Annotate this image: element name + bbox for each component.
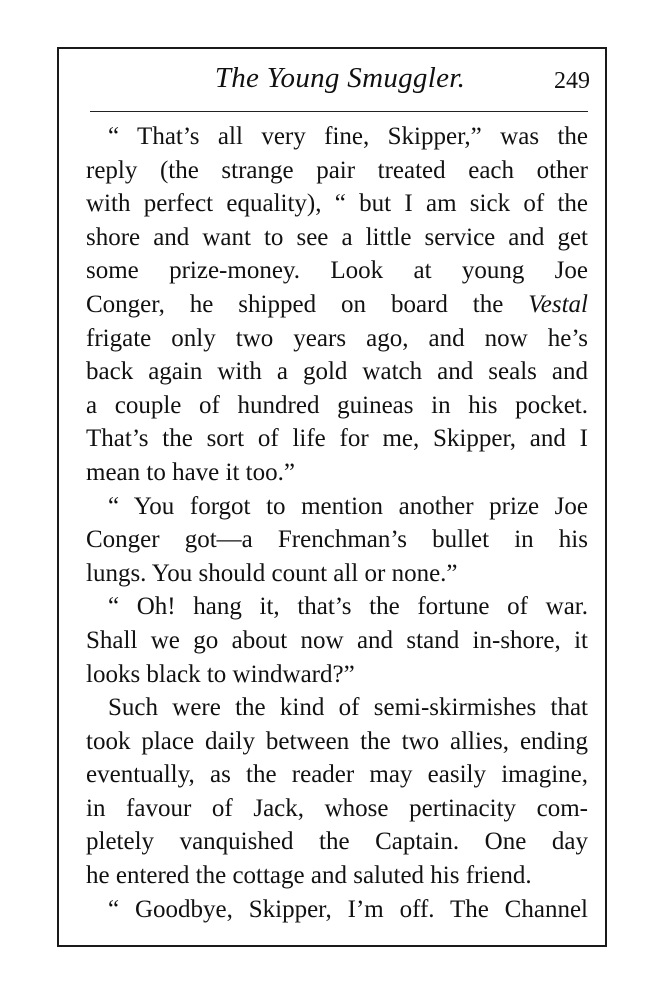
text-line: shore and want to see a little service and get xyxy=(86,223,588,251)
text-line: That’s the sort of life for me, Skipper, and I xyxy=(86,425,588,453)
text-line: mean to have it too.” xyxy=(86,458,295,486)
text-line: pletely vanquished the Captain. One day xyxy=(86,828,588,856)
body-text xyxy=(86,120,588,926)
text-line: “ You forgot to mention another prize Joe xyxy=(108,492,588,520)
text-line: with perfect equality), “ but I am sick of the xyxy=(86,190,588,218)
text-line: looks black to windward?” xyxy=(86,660,355,688)
text-line: Conger got—a Frenchman’s bullet in his xyxy=(86,526,588,554)
text-line: a couple of hundred guineas in his pocket. xyxy=(86,391,588,419)
running-title: The Young Smuggler. xyxy=(214,62,466,94)
text-line: frigate only two years ago, and now he’s xyxy=(86,324,588,352)
page-number: 249 xyxy=(554,68,590,94)
text-line: reply (the strange pair treated each other xyxy=(86,156,588,184)
text-line: back again with a gold watch and seals and xyxy=(86,358,588,386)
ship-name: Vestal xyxy=(528,290,588,318)
text-line xyxy=(86,288,588,322)
header-rule xyxy=(90,111,588,112)
text-line: lungs. You should count all or none.” xyxy=(86,559,458,587)
text-line: he entered the cottage and saluted his friend. xyxy=(86,862,532,890)
page-header xyxy=(90,62,590,108)
text-line: some prize-money. Look at young Joe xyxy=(86,257,588,285)
text-line: “ That’s all very fine, Skipper,” was the xyxy=(108,123,588,150)
text-line-start: Conger, he shipped on board the xyxy=(86,290,504,318)
text-line: eventually, as the reader may easily imagine, xyxy=(86,761,588,789)
text-line: “ Oh! hang it, that’s the fortune of war. xyxy=(108,593,588,621)
text-line: Such were the kind of semi-skirmishes that xyxy=(108,694,588,722)
text-line: in favour of Jack, whose pertinacity com- xyxy=(86,794,588,822)
text-line: “ Goodbye, Skipper, I’m off. The Channel xyxy=(108,895,588,923)
text-line: Shall we go about now and stand in-shore, it xyxy=(86,626,588,654)
text-line: took place daily between the two allies, ending xyxy=(86,727,588,755)
